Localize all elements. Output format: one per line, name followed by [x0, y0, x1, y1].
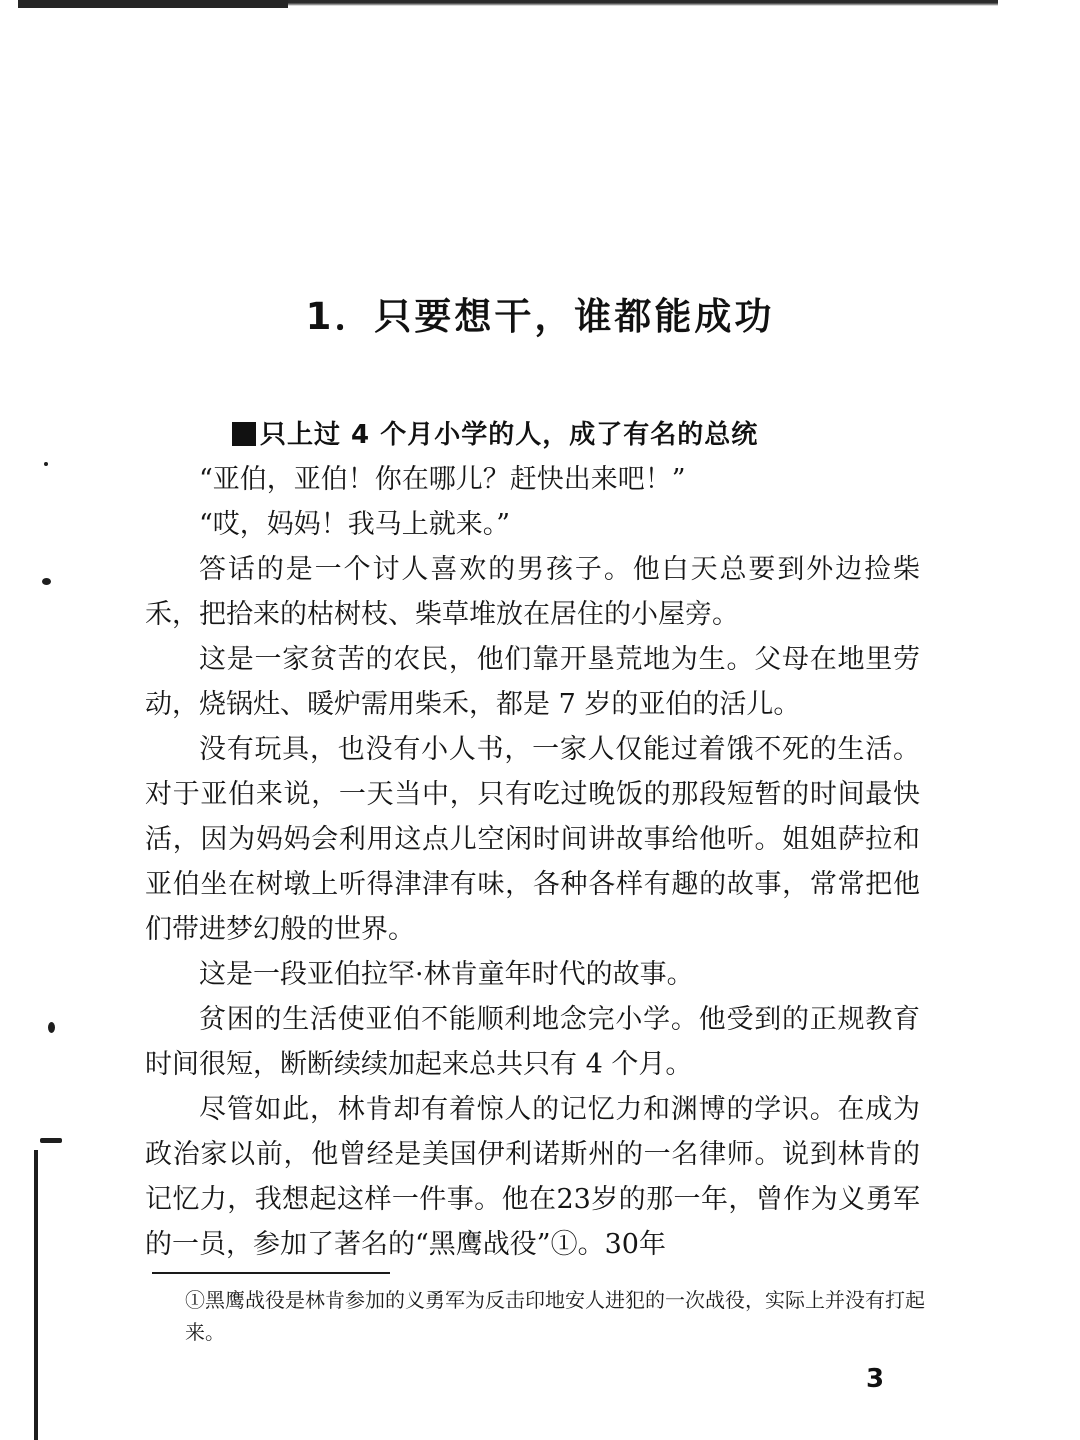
paragraph: 答话的是一个讨人喜欢的男孩子。他白天总要到外边捡柴禾，把拾来的枯树枝、柴草堆放在居住的小屋旁。 [145, 554, 920, 630]
scan-speck [48, 1022, 55, 1033]
footnote-text: ①黑鹰战役是林肯参加的义勇军为反击印地安人进犯的一次战役，实际上并没有打起来。 [185, 1288, 925, 1344]
paragraph: “哎，妈妈！我马上就来。” [199, 509, 511, 540]
heading-square-marker [232, 422, 256, 446]
paragraph: 这是一家贫苦的农民，他们靠开垦荒地为生。父母在地里劳动，烧锅灶、暖炉需用柴禾，都是 7 岁的亚伯的活儿。 [145, 644, 920, 720]
paragraph: 没有玩具，也没有小人书，一家人仅能过着饿不死的生活。对于亚伯来说，一天当中，只有吃过晚饭的那段短暂的时间最快活，因为妈妈会利用这点儿空闲时间讲故事给他听。姐姐萨拉和亚伯坐在树墩上听得津津有味，各种各样有趣的故事，常常把他们带进梦幻般的世界。 [145, 734, 920, 945]
paragraph: 尽管如此，林肯却有着惊人的记忆力和渊博的学识。在成为政治家以前，他曾经是美国伊利诺斯州的一名律师。说到林肯的记忆力，我想起这样一件事。他在23岁的那一年，曾作为义勇军的一员，参加了著名的“黑鹰战役”①。30年 [145, 1094, 920, 1260]
scan-speck [42, 578, 51, 585]
paragraph: 贫困的生活使亚伯不能顺利地念完小学。他受到的正规教育时间很短，断断续续加起来总共只有 4 个月。 [145, 1004, 920, 1080]
chapter-title: 1．只要想干，谁都能成功 [305, 295, 775, 338]
paragraph: “亚伯，亚伯！你在哪儿？赶快出来吧！” [199, 464, 686, 495]
body-text [145, 457, 920, 1267]
section-heading [232, 414, 758, 451]
page-number: 3 [866, 1364, 885, 1394]
paragraph: 这是一段亚伯拉罕·林肯童年时代的故事。 [199, 959, 694, 990]
footnote-rule [152, 1272, 390, 1274]
scan-speck [40, 1138, 62, 1143]
scan-edge-top-dark [18, 0, 288, 8]
section-heading-text: 只上过 4 个月小学的人，成了有名的总统 [260, 420, 759, 450]
scan-speck [44, 462, 48, 466]
scan-edge-left [34, 1150, 38, 1440]
footnote [185, 1284, 925, 1348]
